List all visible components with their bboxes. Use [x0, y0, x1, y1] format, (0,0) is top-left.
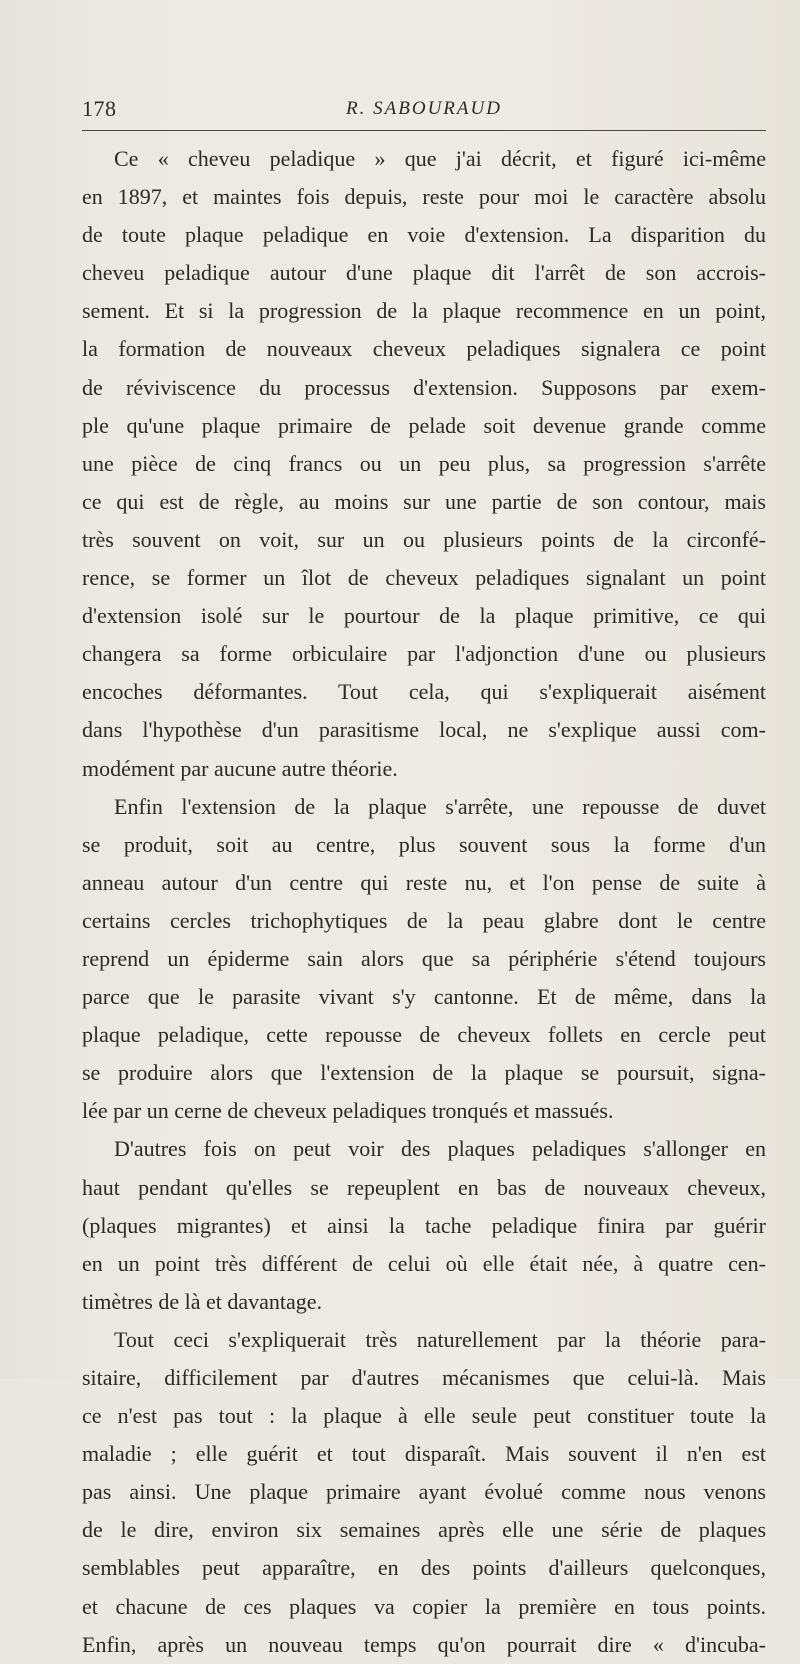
text-line: dans l'hypothèse d'un parasitisme local, ne s'explique aussi com-: [82, 717, 766, 743]
text-line: se produit, soit au centre, plus souvent sous la forme d'un: [82, 831, 766, 857]
page-number: 178: [82, 96, 117, 121]
text-line: cheveu peladique autour d'une plaque dit l'arrêt de son accrois-: [82, 260, 766, 286]
text-line: changera sa forme orbiculaire par l'adjonction d'une ou plusieurs: [82, 641, 766, 667]
text-line: reprend un épiderme sain alors que sa périphérie s'étend toujours: [82, 945, 766, 971]
text-line: certains cercles trichophytiques de la peau glabre dont le centre: [82, 907, 766, 933]
text-line: maladie ; elle guérit et tout disparaît. Mais souvent il n'en est: [82, 1441, 766, 1467]
text-line: encoches déformantes. Tout cela, qui s'expliquerait aisément: [82, 679, 766, 705]
page-header: [82, 96, 766, 126]
text-line: une pièce de cinq francs ou un peu plus, sa progression s'arrête: [82, 450, 766, 476]
header-rule: [82, 130, 766, 131]
text-line: la formation de nouveaux cheveux peladiques signalera ce point: [82, 336, 766, 362]
text-line: d'extension isolé sur le pourtour de la plaque primitive, ce qui: [82, 603, 766, 629]
text-line: timètres de là et davantage.: [82, 1288, 323, 1314]
text-line: en 1897, et maintes fois depuis, reste pour moi le caractère absolu: [82, 184, 766, 210]
text-line: de toute plaque peladique en voie d'extension. La disparition du: [82, 222, 766, 248]
text-line: Tout ceci s'expliquerait très naturellement par la théorie para-: [114, 1326, 766, 1352]
text-line: sement. Et si la progression de la plaque recommence en un point,: [82, 298, 766, 324]
text-line: Enfin, après un nouveau temps qu'on pourrait dire « d'incuba-: [82, 1631, 766, 1657]
text-line: parce que le parasite vivant s'y cantonne. Et de même, dans la: [82, 984, 766, 1010]
text-line: ce n'est pas tout : la plaque à elle seule peut constituer toute la: [82, 1403, 766, 1429]
running-head: R. SABOURAUD: [346, 98, 502, 119]
text-line: plaque peladique, cette repousse de cheveux follets en cercle peut: [82, 1022, 766, 1048]
text-line: anneau autour d'un centre qui reste nu, et l'on pense de suite à: [82, 869, 766, 895]
text-line: semblables peut apparaître, en des points d'ailleurs quelconques,: [82, 1555, 766, 1581]
text-line: et chacune de ces plaques va copier la première en tous points.: [82, 1593, 766, 1619]
text-line: haut pendant qu'elles se repeuplent en bas de nouveaux cheveux,: [82, 1174, 766, 1200]
text-line: très souvent on voit, sur un ou plusieurs points de la circonfé-: [82, 526, 766, 552]
text-line: ce qui est de règle, au moins sur une partie de son contour, mais: [82, 488, 766, 514]
text-line: modément par aucune autre théorie.: [82, 755, 398, 781]
text-line: de le dire, environ six semaines après elle une série de plaques: [82, 1517, 766, 1543]
text-line: D'autres fois on peut voir des plaques peladiques s'allonger en: [114, 1136, 766, 1162]
text-line: (plaques migrantes) et ainsi la tache peladique finira par guérir: [82, 1212, 766, 1238]
body-text: [82, 140, 766, 1664]
text-line: de réviviscence du processus d'extension. Supposons par exem-: [82, 374, 766, 400]
text-line: en un point très différent de celui où elle était née, à quatre cen-: [82, 1250, 766, 1276]
text-line: Ce « cheveu peladique » que j'ai décrit, et figuré ici-même: [114, 146, 766, 171]
text-line: se produire alors que l'extension de la plaque se poursuit, signa-: [82, 1060, 766, 1086]
text-line: Enfin l'extension de la plaque s'arrête, une repousse de duvet: [114, 793, 766, 819]
text-line: rence, se former un îlot de cheveux peladiques signalant un point: [82, 565, 766, 591]
text-line: pas ainsi. Une plaque primaire ayant évolué comme nous venons: [82, 1479, 766, 1505]
text-line: sitaire, difficilement par d'autres mécanismes que celui-là. Mais: [82, 1365, 766, 1390]
text-line: lée par un cerne de cheveux peladiques tronqués et massués.: [82, 1098, 614, 1124]
text-line: ple qu'une plaque primaire de pelade soit devenue grande comme: [82, 412, 766, 438]
